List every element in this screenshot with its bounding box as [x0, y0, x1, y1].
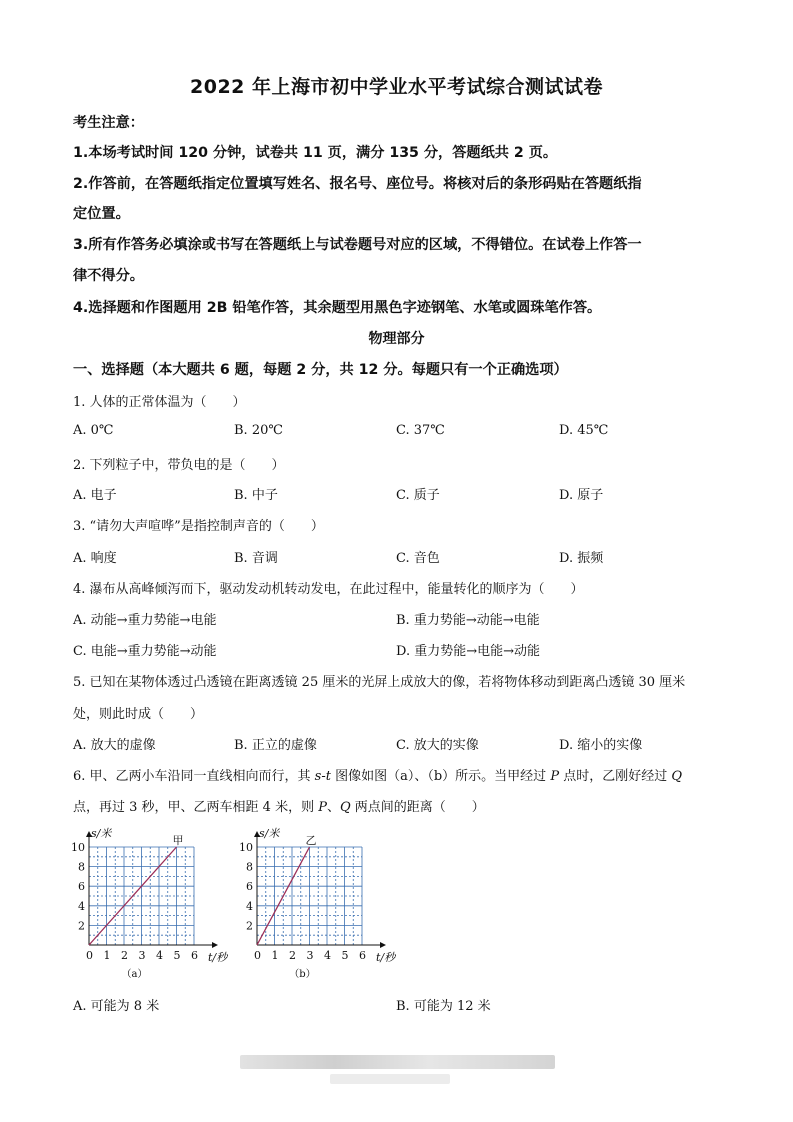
x-tick-label: 0	[254, 949, 261, 962]
y-axis-label: s/米	[91, 827, 112, 840]
question-4-stem: 4. 瀑布从高峰倾泻而下，驱动发动机转动发电，在此过程中，能量转化的顺序为（ ）	[73, 582, 584, 597]
question-1-option-b: B. 20℃	[234, 423, 283, 438]
x-tick-label: 5	[173, 949, 181, 962]
x-tick-label: 2	[289, 949, 296, 962]
question-3-option-a: A. 响度	[73, 551, 117, 566]
chart-caption: （a）	[121, 969, 148, 980]
blurred-footer	[240, 1055, 555, 1069]
question-1-option-c: C. 37℃	[396, 423, 445, 438]
q6-text-d: 点，再过 3 秒，甲、乙两车相距 4 米，则	[73, 800, 319, 815]
q6-text-b: 图像如图（a）、（b）所示。当甲经过	[330, 769, 551, 784]
x-tick-label: 3	[306, 949, 314, 962]
question-6-stem-cont	[73, 796, 485, 815]
q6-p: P	[550, 769, 560, 784]
question-3-option-c: C. 音色	[396, 551, 440, 566]
x-tick-label: 1	[103, 949, 111, 962]
x-tick-label: 1	[271, 949, 279, 962]
notice-line-1: 1.本场考试时间 120 分钟，试卷共 11 页，满分 135 分，答题纸共 2 页。	[73, 145, 558, 161]
section-title: 物理部分	[368, 331, 425, 347]
q6-q: Q	[671, 769, 682, 784]
y-tick-label: 10	[71, 841, 85, 854]
question-6-option-b: B. 可能为 12 米	[396, 999, 491, 1014]
question-5-option-d: D. 缩小的实像	[559, 738, 643, 753]
question-5-stem-cont: 处，则此时成（ ）	[73, 707, 204, 722]
part-heading: 一、选择题（本大题共 6 题，每题 2 分，共 12 分。每题只有一个正确选项）	[73, 362, 568, 378]
question-3-option-d: D. 振频	[559, 551, 604, 566]
y-axis-label: s/米	[259, 827, 280, 840]
question-1-option-d: D. 45℃	[559, 423, 609, 438]
x-tick-label: 2	[121, 949, 128, 962]
y-tick-label: 2	[246, 919, 253, 933]
y-tick-label: 8	[78, 860, 85, 874]
question-4-option-d: D. 重力势能→电能→动能	[396, 644, 541, 659]
y-tick-label: 10	[239, 841, 253, 854]
q6-q2: Q	[339, 800, 351, 815]
question-5-option-a: A. 放大的虚像	[73, 738, 156, 753]
y-tick-label: 2	[78, 919, 85, 933]
y-tick-label: 8	[246, 860, 253, 874]
question-6-option-a: A. 可能为 8 米	[73, 999, 160, 1014]
x-axis-label: t/秒	[208, 951, 228, 964]
q6-st: s-t	[314, 769, 331, 784]
notice-line-5: 律不得分。	[73, 268, 144, 284]
notice-line-2: 2.作答前，在答题纸指定位置填写姓名、报名号、座位号。将核对后的条形码贴在答题纸指	[73, 176, 642, 192]
question-2-option-d: D. 原子	[559, 488, 604, 503]
question-5-option-c: C. 放大的实像	[396, 738, 479, 753]
x-tick-label: 6	[359, 949, 366, 962]
question-4-option-a: A. 动能→重力势能→电能	[73, 613, 217, 628]
x-tick-label: 3	[138, 949, 146, 962]
question-3-stem: 3. “请勿大声喧哗”是指控制声音的（ ）	[73, 519, 324, 534]
series-label: 乙	[305, 834, 317, 847]
x-tick-label: 4	[324, 949, 331, 962]
x-tick-label: 5	[341, 949, 349, 962]
question-5-stem: 5. 已知在某物体透过凸透镜在距离透镜 25 厘米的光屏上成放大的像，若将物体移动到距离凸透镜 30 厘米	[73, 675, 686, 690]
question-6-stem	[73, 765, 682, 784]
notice-line-3: 定位置。	[73, 206, 130, 222]
x-axis-arrow	[380, 942, 386, 948]
notice-line-6: 4.选择题和作图题用 2B 铅笔作答，其余题型用黑色字迹钢笔、水笔或圆珠笔作答。	[73, 300, 602, 316]
question-4-option-c: C. 电能→重力势能→动能	[73, 644, 217, 659]
question-2-option-a: A. 电子	[73, 488, 117, 503]
y-tick-label: 6	[78, 880, 85, 894]
y-tick-label: 4	[78, 899, 85, 913]
question-2-stem: 2. 下列粒子中，带负电的是（ ）	[73, 458, 285, 473]
question-2-option-c: C. 质子	[396, 488, 440, 503]
x-axis-label: t/秒	[376, 951, 396, 964]
q6-text-e: 、	[326, 800, 340, 815]
question-3-option-b: B. 音调	[234, 551, 278, 566]
notice-line-4: 3.所有作答务必填涂或书写在答题纸上与试卷题号对应的区域，不得错位。在试卷上作答一	[73, 237, 642, 253]
st-chart-a	[60, 822, 240, 984]
q6-text-f: 两点间的距离（ ）	[350, 800, 485, 815]
question-1-stem: 1. 人体的正常体温为（ ）	[73, 395, 246, 410]
chart-caption: （b）	[289, 969, 316, 980]
q6-p2: P	[318, 800, 327, 815]
st-chart-b	[228, 822, 413, 984]
x-tick-label: 0	[86, 949, 93, 962]
y-tick-label: 4	[246, 899, 253, 913]
x-tick-label: 4	[156, 949, 163, 962]
question-4-option-b: B. 重力势能→动能→电能	[396, 613, 540, 628]
blurred-footer-small	[330, 1074, 450, 1084]
question-1-option-a: A. 0℃	[73, 423, 114, 438]
x-tick-label: 6	[191, 949, 198, 962]
exam-title: 2022 年上海市初中学业水平考试综合测试试卷	[190, 76, 603, 98]
question-5-option-b: B. 正立的虚像	[234, 738, 317, 753]
y-tick-label: 6	[246, 880, 253, 894]
x-axis-arrow	[212, 942, 218, 948]
q6-text-c: 点时，乙刚好经过	[559, 769, 672, 784]
question-2-option-b: B. 中子	[234, 488, 278, 503]
notice-heading: 考生注意：	[73, 115, 144, 131]
q6-text-a: 6. 甲、乙两小车沿同一直线相向而行，其	[73, 769, 315, 784]
series-label: 甲	[172, 834, 184, 847]
